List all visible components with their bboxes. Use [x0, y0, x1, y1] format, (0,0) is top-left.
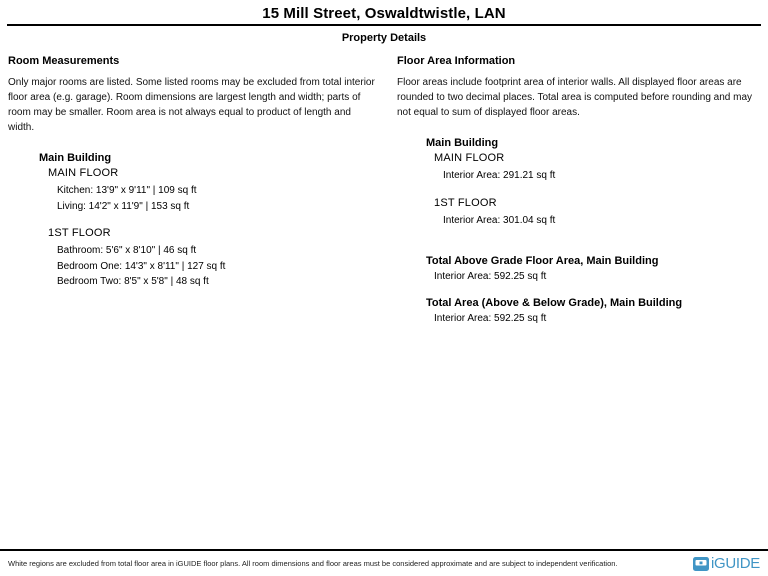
total-above-grade-block: [397, 255, 763, 282]
room-measurement: Bathroom: 5'6" x 8'10" | 46 sq ft: [57, 245, 197, 256]
room-measurement: Bedroom One: 14'3" x 8'11" | 127 sq ft: [57, 260, 226, 272]
interior-area-value: Interior Area: 592.25 sq ft: [434, 313, 547, 324]
area-block-1st-floor: [397, 197, 763, 229]
floor-name: 1ST FLOOR: [48, 227, 111, 239]
room-measurement: Kitchen: 13'9" x 9'11" | 109 sq ft: [57, 185, 197, 196]
floor-block-1st-floor: [8, 227, 378, 290]
iguide-logo: [693, 555, 760, 572]
floor-area-information-section: [397, 55, 763, 339]
totals-section: [397, 255, 763, 324]
floor-name: 1ST FLOOR: [434, 196, 497, 209]
room-measurements-section: [8, 55, 378, 303]
page-subtitle: Property Details: [341, 32, 427, 44]
interior-area-value: Interior Area: 291.21 sq ft: [443, 170, 556, 181]
room-measurement: Living: 14'2" x 11'9" | 153 sq ft: [57, 200, 190, 212]
iguide-logo-icon: [693, 557, 709, 571]
area-block-main-floor: [397, 152, 763, 184]
floor-name: MAIN FLOOR: [48, 167, 119, 179]
interior-area-value: Interior Area: 592.25 sq ft: [434, 271, 547, 282]
room-measurements-heading: Room Measurements: [8, 55, 120, 67]
total-heading: Total Above Grade Floor Area, Main Building: [426, 255, 659, 267]
page-title: 15 Mill Street, Oswaldtwistle, LAN: [262, 5, 506, 22]
footer-bar: [0, 549, 768, 576]
room-measurement: Bedroom Two: 8'5" x 5'8" | 48 sq ft: [57, 276, 209, 287]
title-divider: [7, 24, 761, 26]
footer-disclaimer: White regions are excluded from total floor area in iGUIDE floor plans. All room dimensions and floor areas must be considered approximate and are subject to independent verification.: [8, 559, 618, 568]
building-name: Main Building: [426, 137, 499, 149]
building-name: Main Building: [39, 152, 112, 164]
iguide-logo-text: iGUIDE: [710, 555, 760, 572]
total-above-below-grade-block: [397, 297, 763, 324]
room-measurements-description: Only major rooms are listed. Some listed rooms may be excluded from total interior floor area (e.g. garage). Room dimensions are largest length and width; parts of room may be smaller. Room area is not always equal to product of length and width.: [8, 77, 375, 133]
floor-area-description: Floor areas include footprint area of interior walls. All displayed floor areas are rounded to two decimal places. Total area is computed before rounding and may not equal to sum of displayed floor areas.: [397, 77, 753, 118]
floor-name: MAIN FLOOR: [434, 152, 505, 164]
total-heading: Total Area (Above & Below Grade), Main Building: [426, 297, 683, 309]
floor-block-main-floor: [8, 167, 378, 214]
interior-area-value: Interior Area: 301.04 sq ft: [443, 214, 556, 226]
floor-area-heading: Floor Area Information: [397, 55, 516, 67]
